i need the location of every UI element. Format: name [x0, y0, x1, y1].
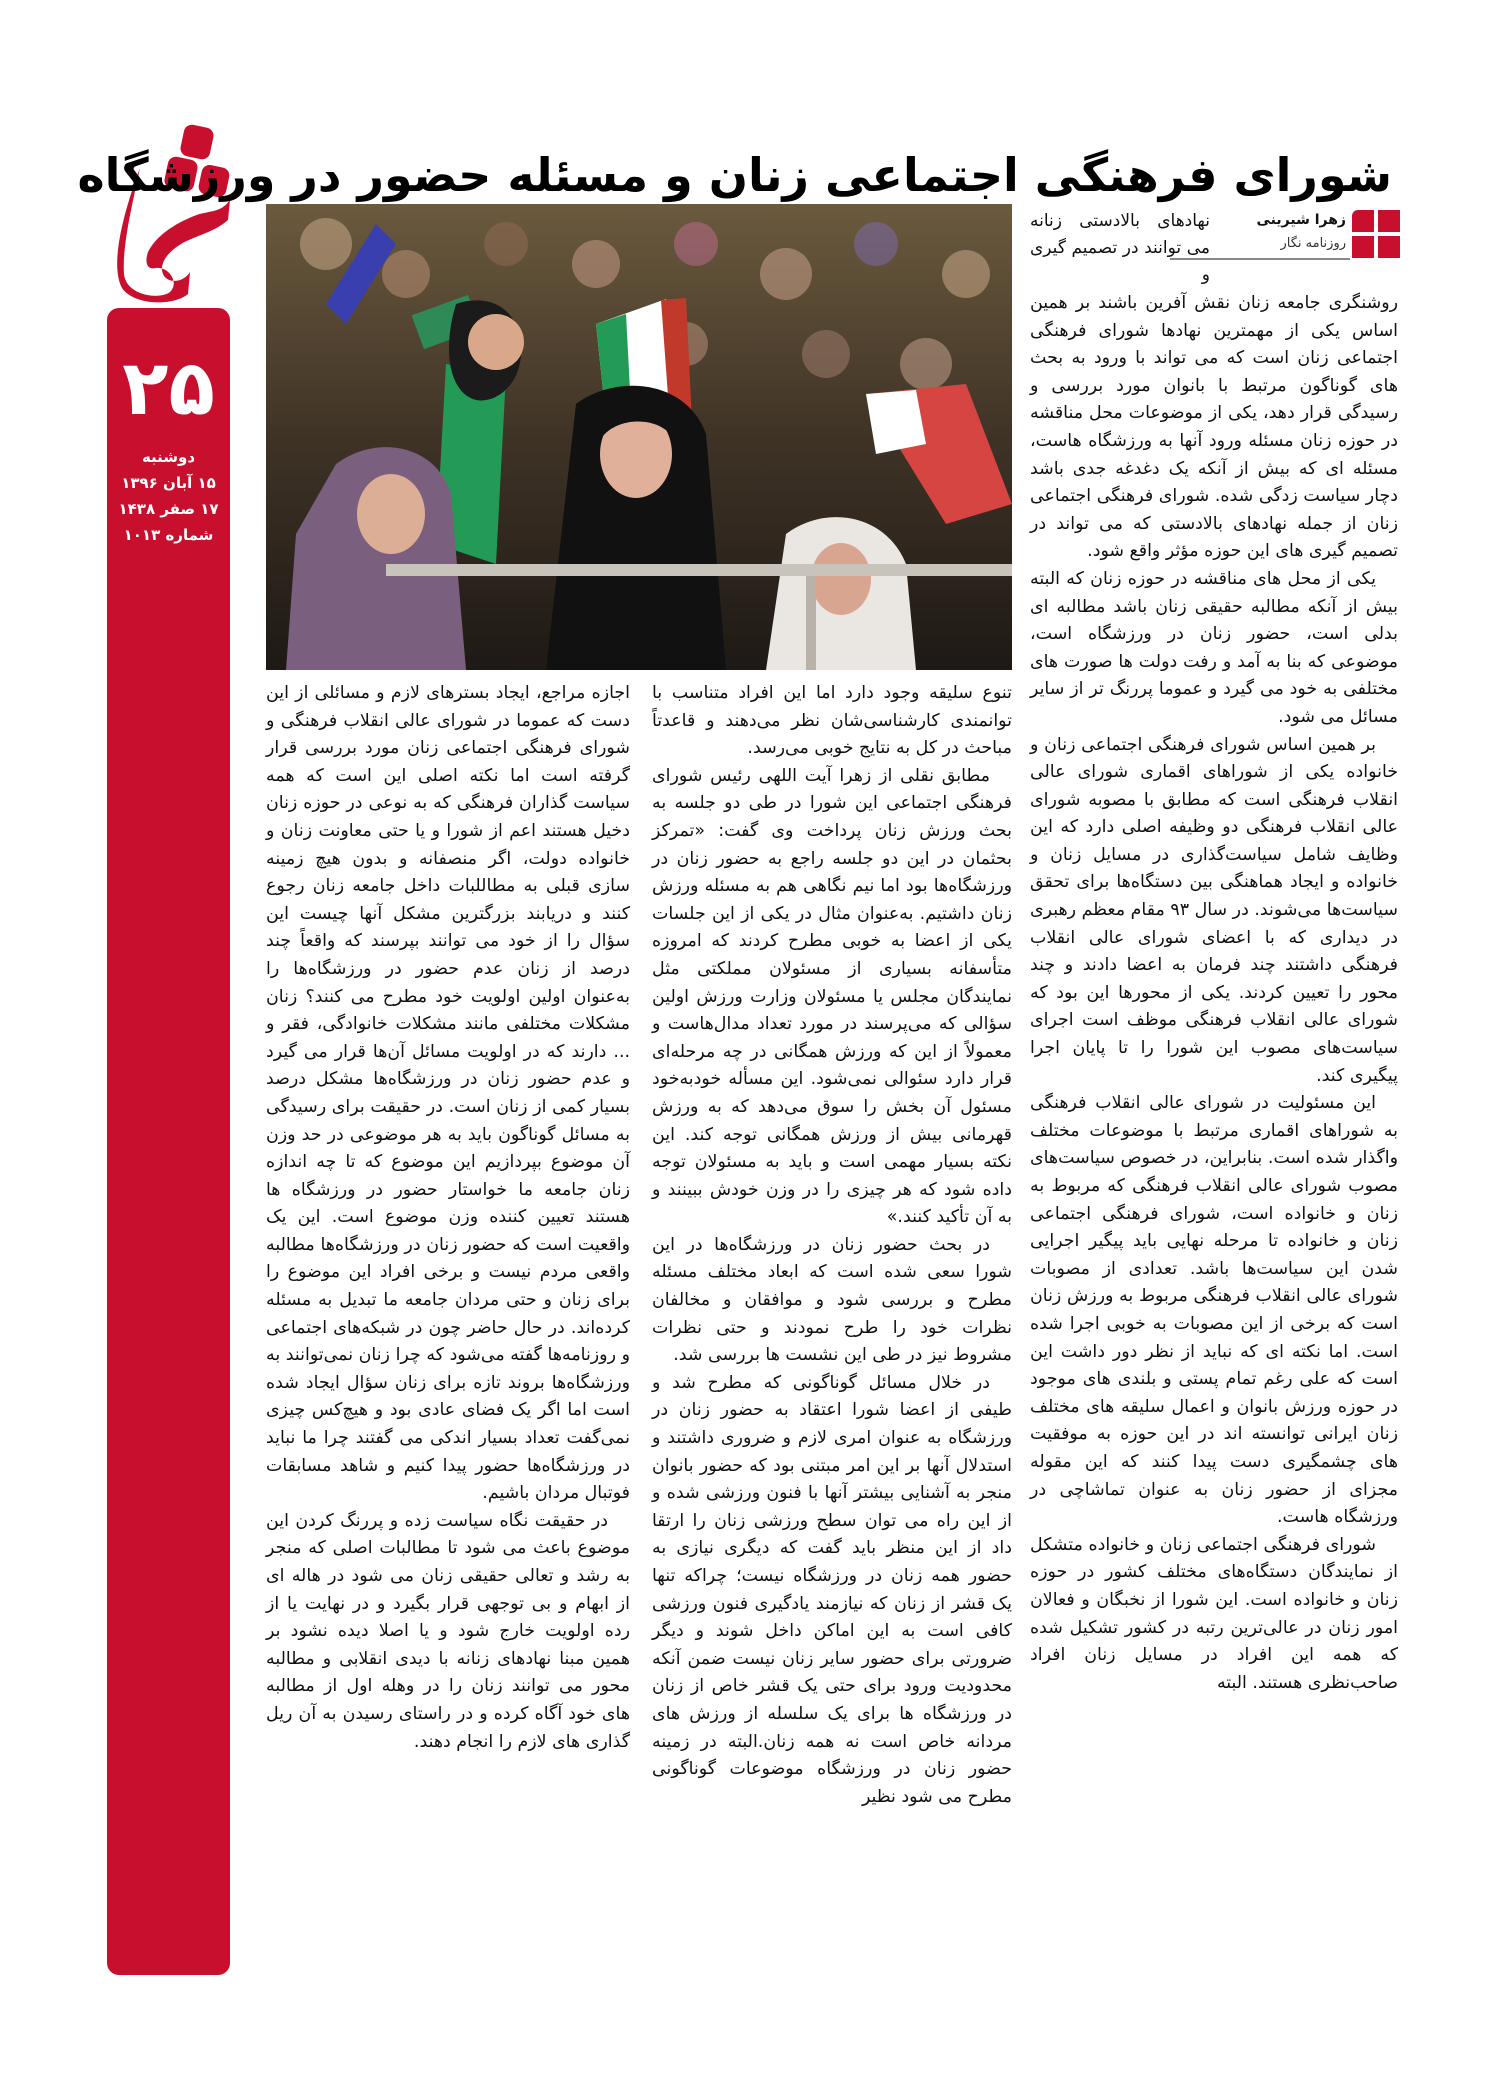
page-info-sidebar: [107, 308, 230, 1975]
paragraph: یکی از محل های مناقشه در حوزه زنان که البته بیش از آنکه مطالبه حقیقی زنان باشد مطالبه ای بدلی است، حضور زنان در ورزشگاه است، موضوعی که بنا به آمد و رفت دولت ها صورت های مختلفی به خود می گیرد و عموما پررنگ تر از سایر مسائل می شود.: [1030, 568, 1398, 727]
article-column-left: [266, 680, 630, 1756]
solar-date: ۱۵ آبان ۱۳۹۶: [121, 474, 216, 492]
paragraph: در خلال مسائل گوناگونی که مطرح شد و طیفی از اعضا شورا اعتقاد به حضور زنان در ورزشگاه به عنوان امری لازم و ضروری داشتند و استدلال آنها بر این امر مبتنی بود که حضور بانوان منجر به آشنایی بیشتر آنها با فنون ورزشی شده و از این راه می توان سطح ورزشی زنان را ارتقا داد از این منظر باید گفت که دیگری نیازی به حضور همه زنان در ورزشگاه نیست؛ چراکه تنها یک قشر از زنان که نیازمند یادگیری فنون ورزشی کافی است به این اماکن داخل شوند و دیگر ضرورتی برای حضور سایر زنان نیست ضمن آنکه محدودیت ورود برای حتی یک قشر خاص از زنان در ورزشگاه ها برای یک سلسله از ورزش های مردانه خاص است نه همه زنان.البته در زمینه حضور زنان در ورزشگاه موضوعات گوناگونی مطرح می شود نظیر: [652, 1372, 1012, 1807]
author-role: روزنامه نگار: [1280, 236, 1346, 251]
article-photo: [266, 204, 1012, 670]
crowd-photo-icon: [266, 204, 1012, 670]
page-number: ۲۵: [122, 343, 215, 432]
weekday: دوشنبه: [141, 448, 196, 466]
paragraph: این مسئولیت در شورای عالی انقلاب فرهنگی به شوراهای اقماری مرتبط با موضوعات مختلف واگذار شده است. بنابراین، در خصوص سیاست‌های مصوب شورای عالی انقلاب فرهنگی که مربوط به زنان و خانواده است، شورای فرهنگی اجتماعی زنان و خانواده تا مرحله نهایی باید پیگیر اجرایی شدن این سیاست‌ها باشد. تعدادی از مصوبات شورای عالی انقلاب فرهنگی مربوط به ورزش زنان است که برخی از این مصوبات به خوبی اجرا شده است. اما نکته ای که نباید از نظر دور داشت این است که علی رغم تمام پستی و بلندی های موجود در حوزه ورزش بانوان و اعمال سلیقه های مختلف زنان ایرانی توانسته اند در این حوزه به موفقیت های چشمگیری دست پیدا کنند که این مقوله مجزای از حضور زنان به عنوان تماشاچی در ورزشگاه هاست.: [1030, 1093, 1398, 1528]
paragraph: مطابق نقلی از زهرا آیت اللهی رئیس شورای فرهنگی اجتماعی این شورا در طی دو جلسه به بحث ورزش زنان پرداخت وی گفت: «تمرکز بحثمان در این دو جلسه راجع به حضور زنان در ورزشگاه‌ها بود اما نیم نگاهی هم به مسئله ورزش زنان داشتیم. به‌عنوان مثال در یکی از این جلسات یکی از اعضا به خوبی مطرح کردند که امروزه متأسفانه بسیاری از مسئولان مملکتی مثل نمایندگان مجلس یا مسئولان وزارت ورزش اولین سؤالی که می‌پرسند در مورد تعداد مدال‌هاست و معمولاً از این که ورزش همگانی در چه مرحله‌ای قرار دارد سئوالی نمی‌شود. این مسأله خودبه‌خود مسئول آن بخش را سوق می‌دهد که به ورزش قهرمانی بیش از ورزش همگانی توجه کند. این نکته بسیار مهمی است و باید به مسئولان توجه داده شود که هر چیزی را در وزن خودش ببینند و به آن تأکید کنند.»: [652, 765, 1012, 1228]
article-column-middle: [652, 680, 1012, 1811]
article-column-right: [1030, 290, 1398, 1697]
paragraph: اجازه مراجع، ایجاد بسترهای لازم و مسائلی از این دست که عموما در شورای عالی انقلاب فرهنگی و شورای فرهنگی اجتماعی زنان مورد بررسی قرار گرفته است اما نکته اصلی این است که همه سیاست گذاران فرهنگی که به نوعی در حوزه زنان دخیل هستند اعم از شورا و یا حتی معاونت زنان و خانواده دولت، اگر منصفانه و بدون هیچ زمینه سازی قبلی به مطاللبات داخل جامعه زنان رجوع کنند و دریابند بزرگترین مشکل آنها چیست این سؤال را از خود می توانند بپرسند که واقعاً چند درصد از زنان عدم حضور در ورزشگاه‌ها را به‌عنوان اولین اولویت خود مطرح می کنند؟ زنان مشکلات مختلفی مانند مشکلات خانوادگی، فقر و ... دارند که در اولویت مسائل آن‌ها قرار می گیرد و عدم حضور زنان در ورزشگاه‌ها مشکل درصد بسیار کمی از زنان است. در حقیقت برای رسیدگی به مسائل گوناگون باید به هر موضوعی در حد وزن آن موضوع بپردازیم این موضوع که تا چه اندازه زنان جامعه ما خواستار حضور در ورزشگاه ها هستند تعیین کننده وزن موضوع است. این یک واقعیت است که حضور زنان در ورزشگاه‌ها مطالبه واقعی مردم نیست و برخی افراد این موضوع را برای زنان و حتی مردان جامعه ما تبدیل به مسئله کرده‌اند. در حال حاضر چون در شبکه‌های اجتماعی و روزنامه‌ها گفته می‌شود که چرا زنان نمی‌توانند به ورزشگاه‌ها بروند تازه برای زنان سؤال ایجاد شده است اما اگر یک فضای عادی بود و هیچ‌کس چیزی نمی‌گفت تعداد بسیار اندکی می گفتند چرا ما نباید در ورزشگاه‌ها حضور پیدا کنیم و شاهد مسابقات فوتبال مردان باشیم.: [266, 683, 630, 1504]
issue-number: شماره ۱۰۱۳: [123, 526, 214, 544]
paragraph: بر همین اساس شورای فرهنگی اجتماعی زنان و خانواده یکی از شوراهای اقماری شورای عالی انقلاب فرهنگی است که مطابق با مصوبه شورای عالی انقلاب فرهنگی دو وظیفه اصلی دارد که این وظایف شامل سیاست‌گذاری در مسایل زنان و خانواده و ایجاد هماهنگی بین دستگاه‌ها برای تحقق سیاست‌ها می‌شوند. در سال ۹۳ مقام معظم رهبری در دیداری که با اعضای شورای عالی انقلاب فرهنگی داشتند چند فرمان به اعضا دادند و چند محور را تعیین کردند. یکی از محورها این بود که شورای عالی انقلاب فرهنگی موظف است اجرای سیاست‌های مصوب این شورا را تا پایان اجرا پیگیری کند.: [1030, 734, 1398, 1086]
paragraph: تنوع سلیقه وجود دارد اما این افراد متناسب با توانمندی کارشناسی‌شان نظر می‌دهند و قاعدتاً مباحث در کل به نتایج خوبی می‌رسد.: [652, 683, 1012, 759]
article-headline: شورای فرهنگی اجتماعی زنان و مسئله حضور در ورزشگاه: [77, 147, 1392, 202]
byline: [1250, 210, 1400, 260]
author-grid-icon: [1352, 210, 1400, 258]
intro-text: نهادهای بالادستی زنانه می توانند در تصمیم گیری و: [1030, 211, 1210, 285]
author-name: زهرا شیرینی: [1256, 212, 1346, 228]
paragraph: در بحث حضور زنان در ورزشگاه‌ها در این شورا سعی شده است که ابعاد مختلف مسئله مطرح و بررسی شود و موافقان و مخالفان نظرات خود را طرح نمودند و حتی نظرات مشروط نیز در طی این نشست ها بررسی شد.: [652, 1234, 1012, 1366]
paragraph: در حقیقت نگاه سیاست زده و پررنگ کردن این موضوع باعث می شود تا مطالبات اصلی که منجر به رشد و تعالی حقیقی زنان می شود در هاله ای از ابهام و بی توجهی قرار بگیرد و در نهایت یا از رده اولویت خارج شود و یا اصلا دیده نشود بر همین مبنا نهادهای زنانه با دیدی انقلابی و مطالبه محور می توانند زنان را در وهله اول از مطالبه های خود آگاه کرده و در راستای رسیدن به آن ریل گذاری های لازم را انجام دهند.: [266, 1510, 630, 1752]
paragraph: روشنگری جامعه زنان نقش آفرین باشند بر همین اساس یکی از مهمترین نهادها شورای فرهنگی اجتماعی زنان است که می تواند با ورود به بحث های گوناگون مرتبط با بانوان مورد بررسی و رسیدگی قرار دهد، یکی از موضوعات محل مناقشه در حوزه زنان مسئله ورود آنها به ورزشگاه هاست، مسئله ای که بیش از آنکه یک دغدغه جدی باشد دچار سیاست زدگی شده. شورای فرهنگی اجتماعی زنان از جمله نهادهای بالادستی که می تواند در تصمیم گیری های این حوزه مؤثر واقع شود.: [1030, 293, 1398, 562]
lunar-date: ۱۷ صفر ۱۴۳۸: [118, 500, 219, 518]
paragraph: شورای فرهنگی اجتماعی زنان و خانواده متشکل از نمایندگان دستگاه‌های مختلف کشور در حوزه زنان و خانواده است. این شورا از نخبگان و فعالان امور زنان در عالی‌ترین رتبه در کشور تشکیل شده که همه این افراد در مسایل زنان افراد صاحب‌نظری هستند. البته: [1030, 1534, 1398, 1693]
